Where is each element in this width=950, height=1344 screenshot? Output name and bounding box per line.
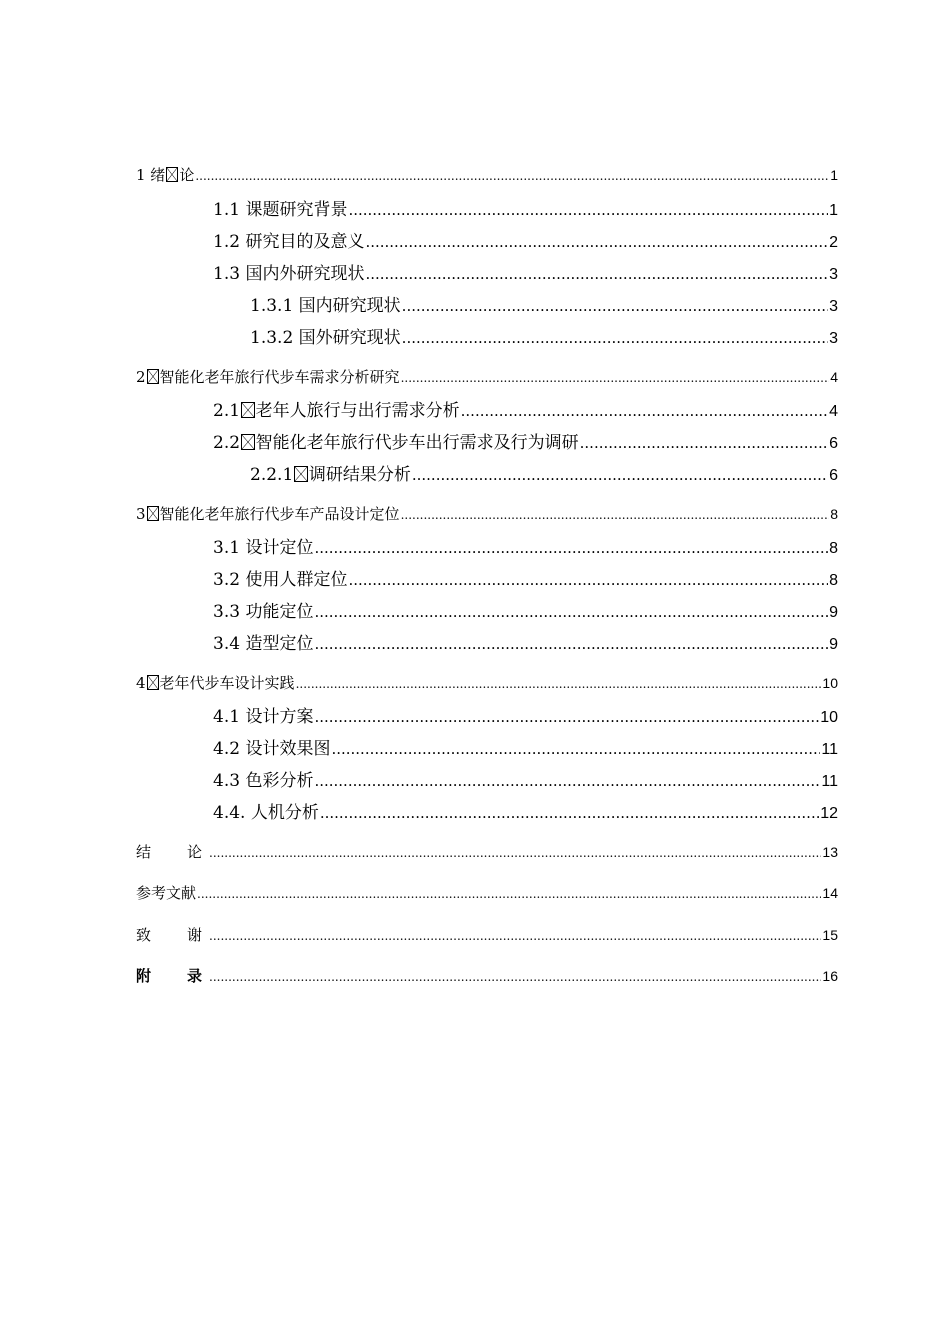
toc-page-number: 9 — [829, 604, 838, 621]
missing-glyph-icon — [147, 675, 159, 689]
toc-entry-label: 2.2.1 调研结果分析 — [250, 465, 411, 485]
dot-leader — [401, 508, 830, 522]
toc-page-number: 8 — [829, 572, 838, 589]
toc-page-number: 8 — [829, 540, 838, 557]
toc-entry-label: 3.4 造型定位 — [213, 634, 314, 654]
toc-page-number: 1 — [830, 167, 838, 183]
dot-leader — [461, 402, 828, 420]
toc-page-number: 10 — [822, 675, 838, 691]
toc-page-number: 11 — [821, 741, 838, 758]
toc-entry-acknowledgements[interactable] — [136, 924, 838, 945]
missing-glyph-icon — [147, 506, 159, 520]
toc-entry-2-1[interactable] — [213, 396, 838, 421]
dot-leader — [348, 201, 828, 219]
toc-page-number: 4 — [829, 403, 838, 420]
toc-page-number: 6 — [829, 467, 838, 484]
toc-entry-label: 1.3.1 国内研究现状 — [250, 296, 401, 316]
toc-entry-label: 4 老年代步车设计实践 — [136, 674, 295, 692]
dot-leader — [314, 539, 828, 557]
toc-entry-3-3[interactable] — [213, 597, 838, 622]
toc-page-number: 13 — [822, 844, 838, 860]
missing-glyph-icon — [166, 167, 178, 181]
dot-leader — [197, 887, 821, 901]
toc-entry-3-1[interactable] — [213, 533, 838, 558]
toc-entry-4-4[interactable] — [213, 798, 838, 823]
toc-entry-label: 1.3.2 国外研究现状 — [250, 328, 401, 348]
toc-entry-label: 1.3 国内外研究现状 — [213, 264, 365, 284]
toc-page-number: 9 — [829, 636, 838, 653]
dot-leader — [402, 297, 828, 315]
toc-page-number: 12 — [820, 805, 838, 822]
toc-page-number: 11 — [821, 773, 838, 790]
dot-leader — [365, 233, 828, 251]
toc-entry-2[interactable] — [136, 366, 838, 387]
toc-page-number: 3 — [829, 298, 838, 315]
toc-entry-label: 1 绪 论 — [136, 166, 195, 184]
toc-page-number: 15 — [822, 927, 838, 943]
toc-entry-label: 2.1 老年人旅行与出行需求分析 — [213, 401, 460, 421]
toc-entry-4-2[interactable] — [213, 734, 838, 759]
toc-page-number: 10 — [820, 709, 838, 726]
dot-leader — [412, 466, 828, 484]
toc-entry-label: 4.3 色彩分析 — [213, 771, 314, 791]
dot-leader — [580, 434, 828, 452]
toc-entry-label: 参考文献 — [136, 884, 197, 902]
dot-leader — [209, 929, 821, 943]
toc-entry-conclusion[interactable] — [136, 841, 838, 862]
toc-entry-references[interactable] — [136, 882, 838, 903]
toc-entry-label: 1.2 研究目的及意义 — [213, 232, 365, 252]
toc-entry-1-3-1[interactable] — [250, 291, 838, 316]
toc-page-number: 4 — [830, 369, 838, 385]
toc-entry-label: 1.1 课题研究背景 — [213, 200, 348, 220]
dot-leader — [402, 329, 828, 347]
missing-glyph-icon — [294, 466, 308, 482]
dot-leader — [314, 603, 828, 621]
toc-entry-1-3-2[interactable] — [250, 323, 838, 348]
toc-page-number: 6 — [829, 435, 838, 452]
toc-entry-label: 3 智能化老年旅行代步车产品设计定位 — [136, 505, 400, 523]
toc-entry-4[interactable] — [136, 672, 838, 693]
toc-entry-4-1[interactable] — [213, 702, 838, 727]
toc-entry-label: 2 智能化老年旅行代步车需求分析研究 — [136, 368, 400, 386]
dot-leader — [209, 970, 821, 984]
toc-entry-2-2[interactable] — [213, 428, 838, 453]
toc-entry-2-2-1[interactable] — [250, 460, 838, 485]
toc-entry-1-3[interactable] — [213, 259, 838, 284]
toc-entry-label: 结 论 — [136, 843, 203, 861]
toc-page-number: 2 — [829, 234, 838, 251]
missing-glyph-icon — [147, 369, 159, 383]
dot-leader — [195, 169, 829, 183]
toc-entry-3-4[interactable] — [213, 629, 838, 654]
toc-entry-label: 3.3 功能定位 — [213, 602, 314, 622]
toc-page-number: 14 — [822, 885, 838, 901]
toc-entry-label: 2.2 智能化老年旅行代步车出行需求及行为调研 — [213, 433, 579, 453]
toc-entry-appendix[interactable] — [136, 965, 838, 986]
toc-entry-3-2[interactable] — [213, 565, 838, 590]
dot-leader — [209, 846, 821, 860]
dot-leader — [296, 677, 822, 691]
toc-entry-label: 4.1 设计方案 — [213, 707, 314, 727]
toc-entry-label: 附 录 — [136, 967, 203, 985]
toc-entry-1-1[interactable] — [213, 195, 838, 220]
toc-page-number: 3 — [829, 266, 838, 283]
toc-entry-1[interactable] — [136, 164, 838, 185]
toc-page-number: 1 — [829, 202, 838, 219]
toc-page-number: 16 — [822, 968, 838, 984]
dot-leader — [320, 804, 819, 822]
toc-entry-4-3[interactable] — [213, 766, 838, 791]
toc-entry-label: 致 谢 — [136, 926, 203, 944]
dot-leader — [365, 265, 828, 283]
dot-leader — [348, 571, 828, 589]
toc-entry-label: 3.1 设计定位 — [213, 538, 314, 558]
toc-entry-label: 4.2 设计效果图 — [213, 739, 331, 759]
dot-leader — [314, 708, 819, 726]
toc-entry-label: 4.4. 人机分析 — [213, 803, 319, 823]
dot-leader — [314, 772, 820, 790]
toc-entry-label: 3.2 使用人群定位 — [213, 570, 348, 590]
toc-page-number: 8 — [830, 506, 838, 522]
missing-glyph-icon — [241, 402, 255, 418]
dot-leader — [401, 371, 830, 385]
dot-leader — [314, 635, 828, 653]
toc-entry-1-2[interactable] — [213, 227, 838, 252]
toc-page-number: 3 — [829, 330, 838, 347]
dot-leader — [331, 740, 820, 758]
missing-glyph-icon — [241, 434, 255, 450]
toc-entry-3[interactable] — [136, 503, 838, 524]
